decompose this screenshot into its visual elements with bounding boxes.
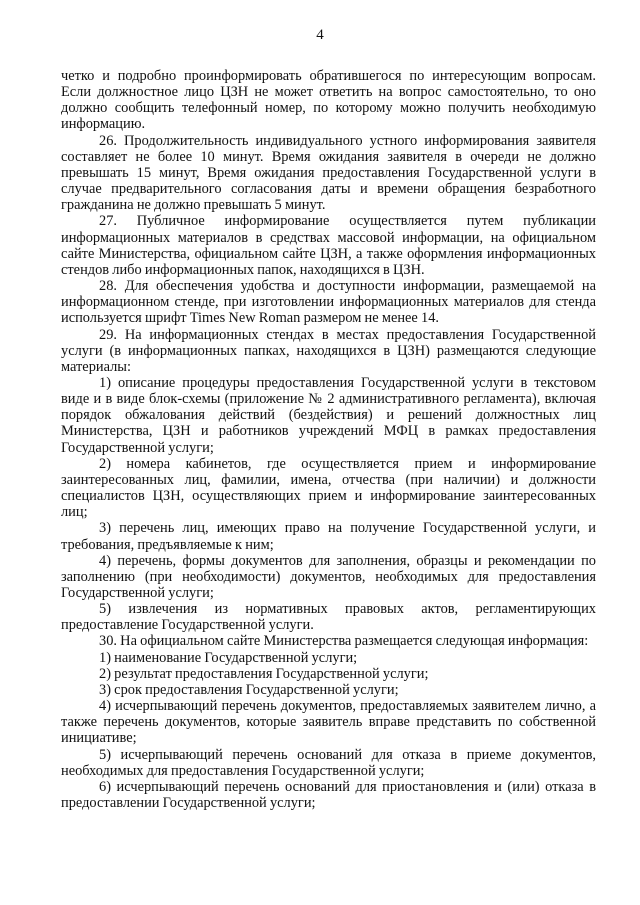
- paragraph-28: 28. Для обеспечения удобства и доступности информации, размещаемой на информационном стенде, при изготовлении информационных материалов для стенда используется шрифт Times New Roman размером не менее 14.: [61, 278, 596, 327]
- paragraph-29: 29. На информационных стендах в местах предоставления Государственной услуги (в информационных папках, находящихся в ЦЗН) размещаются следующие материалы:: [61, 326, 596, 375]
- list-item-30-3: 3) срок предоставления Государственной услуги;: [99, 681, 399, 698]
- list-item-30-2: 2) результат предоставления Государственной услуги;: [99, 665, 429, 682]
- list-item-30-4: 4) исчерпывающий перечень документов, предоставляемых заявителем лично, а также перечень документов, которые заявитель вправе представить по собственной инициативе;: [61, 698, 596, 747]
- list-item-30-6: 6) исчерпывающий перечень оснований для приостановления и (или) отказа в предоставлении Государственной услуги;: [61, 778, 596, 812]
- list-item-29-5: 5) извлечения из нормативных правовых актов, регламентирующих предоставление Государственной услуги.: [61, 601, 596, 634]
- list-item-30-5: 5) исчерпывающий перечень оснований для отказа в приеме документов, необходимых для предоставления Государственной услуги;: [61, 746, 596, 779]
- list-item-29-4: 4) перечень, формы документов для заполнения, образцы и рекомендации по заполнению (при необходимости) документов, необходимых для предоставления Государственной услуги;: [61, 552, 596, 601]
- paragraph-26: 26. Продолжительность индивидуального устного информирования заявителя составляет не более 10 минут. Время ожидания заявителя в очереди не должно превышать 15 минут, Время ожидания предоставления Государственной услуги в случае предварительного согласования даты и времени обращения безработного гражданина не должно превышать 5 минут.: [61, 132, 596, 214]
- list-item-29-1: 1) описание процедуры предоставления Государственной услуги в текстовом виде и в виде блок-схемы (приложение № 2 административного регламента), включая порядок обжалования действий (бездействия) и решений должностных лиц Министерства, ЦЗН и работников учреждений МФЦ в рамках предоставления Государственной услуги;: [61, 374, 596, 456]
- paragraph-30: 30. На официальном сайте Министерства размещается следующая информация:: [99, 633, 589, 650]
- list-item-29-3: 3) перечень лиц, имеющих право на получение Государственной услуги, и требования, предъявляемые к ним;: [61, 520, 596, 553]
- list-item-29-2: 2) номера кабинетов, где осуществляется прием и информирование заинтересованных лиц, фамилии, имена, отчества (при наличии) и должности специалистов ЦЗН, осуществляющих прием и информирование заинтересованных лиц;: [61, 455, 596, 521]
- paragraph-continuation: четко и подробно проинформировать обратившегося по интересующим вопросам. Если должностное лицо ЦЗН не может ответить на вопрос самостоятельно, то оно должно сообщить телефонный номер, по которому можно получить необходимую информацию.: [61, 68, 596, 133]
- document-body: [61, 68, 596, 811]
- list-item-30-1: 1) наименование Государственной услуги;: [99, 649, 358, 666]
- paragraph-27: 27. Публичное информирование осуществляется путем публикации информационных материалов в средствах массовой информации, на официальном сайте Министерства, официальном сайте ЦЗН, а также оформления информационных стендов либо информационных папок, находящихся в ЦЗН.: [61, 213, 596, 278]
- page-number: 4: [316, 27, 324, 43]
